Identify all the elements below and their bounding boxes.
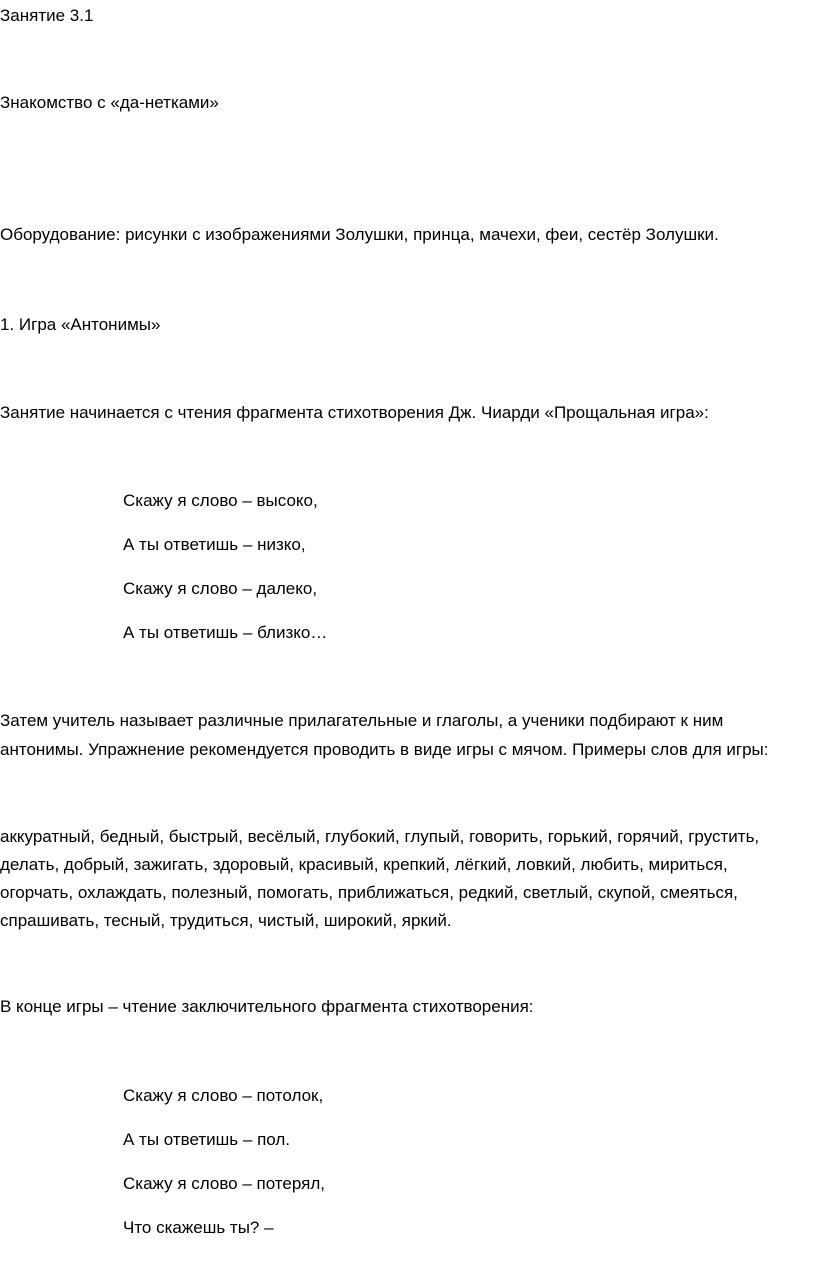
poem-line: А ты ответишь – низко, [123,535,306,554]
instructions-line: Затем учитель называет различные прилагательные и глаголы, а ученики подбирают к ним [0,711,724,730]
poem-line: Скажу я слово – потерял, [123,1174,325,1193]
lesson-number: Занятие 3.1 [0,6,94,25]
equipment-line: Оборудование: рисунки с изображениями Золушки, принца, мачехи, феи, сестёр Золушки. [0,225,719,244]
poem-line: Скажу я слово – потолок, [123,1086,324,1105]
word-list-line: спрашивать, тесный, трудиться, чистый, широкий, яркий. [0,911,452,930]
instructions-line: антонимы. Упражнение рекомендуется проводить в виде игры с мячом. Примеры слов для игры: [0,740,769,759]
intro-line: Занятие начинается с чтения фрагмента стихотворения Дж. Чиарди «Прощальная игра»: [0,403,709,422]
word-list-line: аккуратный, бедный, быстрый, весёлый, глубокий, глупый, говорить, горький, горячий, грустить, [0,827,760,846]
lesson-title: Знакомство с «да-нетками» [0,93,219,112]
game-heading: 1. Игра «Антонимы» [0,315,161,334]
word-list-line: огорчать, охлаждать, полезный, помогать, приближаться, редкий, светлый, скупой, смеяться, [0,883,738,902]
closing-intro: В конце игры – чтение заключительного фрагмента стихотворения: [0,997,534,1016]
word-list-line: делать, добрый, зажигать, здоровый, красивый, крепкий, лёгкий, ловкий, любить, мириться, [0,855,728,874]
poem-line: Что скажешь ты? – [123,1218,274,1237]
poem-line: Скажу я слово – высоко, [123,491,318,510]
poem-line: А ты ответишь – близко… [123,623,328,642]
poem-line: Скажу я слово – далеко, [123,579,318,598]
poem-line: А ты ответишь – пол. [123,1130,290,1149]
